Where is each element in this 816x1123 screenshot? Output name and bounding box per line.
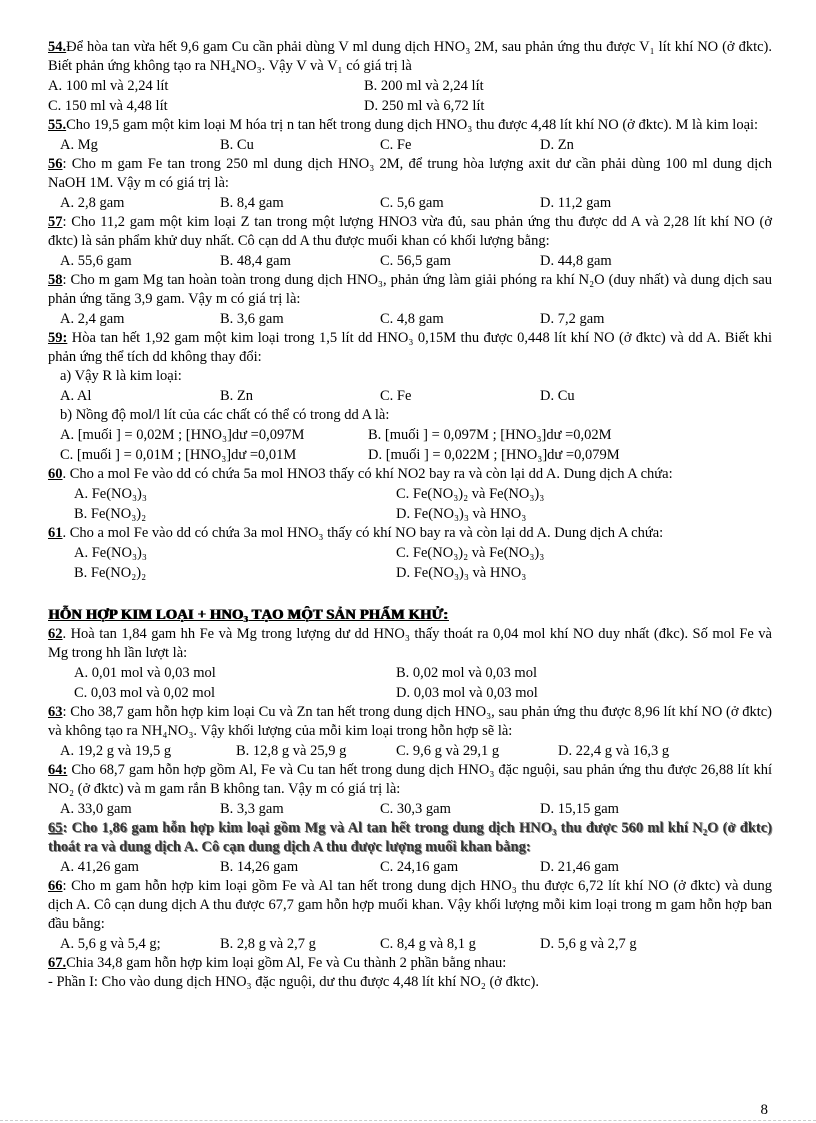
option-b: B. 48,4 gam — [220, 253, 291, 269]
option-c: C. Fe(NO₃)₂ và Fe(NO₃)₃ — [396, 486, 545, 502]
option-c: C. 5,6 gam — [380, 195, 444, 211]
options-54 — [48, 76, 772, 96]
option-a: A. 2,4 gam — [60, 311, 125, 327]
footer-divider — [0, 1120, 816, 1121]
option-d: D. 250 ml và 6,72 lít — [364, 98, 485, 114]
option-b: B. 12,8 g và 25,9 g — [236, 743, 347, 759]
option-b: B. 0,02 mol và 0,03 mol — [396, 665, 537, 681]
option-c: C. Fe — [380, 388, 412, 404]
option-d: D. 22,4 g và 16,3 g — [558, 743, 670, 759]
options-59a — [48, 386, 772, 406]
document-page — [48, 38, 772, 992]
options-59b-1 — [48, 425, 772, 445]
option-d: D. 5,6 g và 2,7 g — [540, 936, 637, 952]
option-a: A. Mg — [60, 137, 98, 153]
options-58 — [48, 309, 772, 329]
option-d: D. 44,8 gam — [540, 253, 612, 269]
option-d: D. [muối ] = 0,022M ; [HNO₃]dư =0,079M — [368, 447, 620, 463]
question-60: 60. Cho a mol Fe vào dd có chứa 5a mol HNO3 thấy có khí NO2 bay ra và còn lại dd A. Dung dịch A chứa: — [48, 466, 673, 482]
option-c: C. Fe(NO₃)₂ và Fe(NO₃)₃ — [396, 545, 545, 561]
question-56: 56: Cho m gam Fe tan trong 250 ml dung dịch HNO₃ 2M, để trung hòa lượng axit dư cần phải dùng 100 ml dung dịch NaOH 1M. Vậy m có giá trị là: — [48, 156, 772, 191]
option-d: D. 21,46 gam — [540, 859, 619, 875]
options-55 — [48, 135, 772, 155]
option-c: C. 4,8 gam — [380, 311, 444, 327]
option-b: B. 3,6 gam — [220, 311, 284, 327]
question-54: 54.Để hòa tan vừa hết 9,6 gam Cu cần phải dùng V ml dung dịch HNO₃ 2M, sau phản ứng thu được V₁ lít khí NO (ở đktc). Biết phản ứng không tạo ra NH₄NO₃. Vậy V và V₁ có giá trị là — [48, 39, 772, 74]
question-58: 58: Cho m gam Mg tan hoàn toàn trong dung dịch HNO₃, phản ứng làm giải phóng ra khí N₂O (duy nhất) và dung dịch sau phản ứng tăng 3,9 gam. Vậy m có giá trị là: — [48, 272, 772, 307]
question-57: 57: Cho 11,2 gam một kim loại Z tan trong một lượng HNO3 vừa đủ, sau phản ứng thu được dd A và 2,28 lít khí NO (ở đktc) là sản phẩm khử duy nhất. Cô cạn dd A thu được muối khan có khối lượng bằng: — [48, 214, 772, 249]
option-b: B. 2,8 g và 2,7 g — [220, 936, 316, 952]
option-a: A. 2,8 gam — [60, 195, 125, 211]
question-65: 65: Cho 1,86 gam hỗn hợp kim loại gồm Mg và Al tan hết trong dung dịch HNO₃ thu được 560 ml khí N₂O (ở đktc) thoát ra và dung dịch A. Cô cạn dung dịch A thu được lượng muối khan bằng: — [48, 820, 772, 855]
options-54b — [48, 96, 772, 116]
option-c: C. Fe — [380, 137, 412, 153]
option-a: A. [muối ] = 0,02M ; [HNO₃]dư =0,097M — [60, 427, 305, 443]
option-b: B. Cu — [220, 137, 254, 153]
option-d: D. Fe(NO₃)₃ và HNO₃ — [396, 565, 527, 581]
option-d: D. 15,15 gam — [540, 801, 619, 817]
option-b: B. 14,26 gam — [220, 859, 299, 875]
sub-question-b: b) Nồng độ mol/l lít của các chất có thể có trong dd A là: — [60, 407, 390, 423]
options-56 — [48, 193, 772, 213]
option-a: A. 55,6 gam — [60, 253, 132, 269]
question-67: 67.Chia 34,8 gam hỗn hợp kim loại gồm Al, Fe và Cu thành 2 phần bằng nhau: — [48, 955, 507, 971]
option-d: D. 11,2 gam — [540, 195, 612, 211]
option-d: D. Fe(NO₃)₃ và HNO₃ — [396, 506, 527, 522]
option-a: A. Al — [60, 388, 92, 404]
question-61: 61. Cho a mol Fe vào dd có chứa 3a mol HNO₃ thấy có khí NO bay ra và còn lại dd A. Dung dịch A chứa: — [48, 525, 664, 541]
option-a: A. 5,6 g và 5,4 g; — [60, 936, 161, 952]
option-b: B. 8,4 gam — [220, 195, 284, 211]
option-c: C. 0,03 mol và 0,02 mol — [74, 685, 215, 701]
options-64 — [48, 799, 772, 819]
question-55: 55.Cho 19,5 gam một kim loại M hóa trị n tan hết trong dung dịch HNO₃ thu được 4,48 lít khí NO (ở đktc). M là kim loại: — [48, 117, 759, 133]
question-63: 63: Cho 38,7 gam hỗn hợp kim loại Cu và Zn tan hết trong dung dịch HNO₃, sau phản ứng thu được 8,96 lít khí NO (ở đktc) và không tạo ra NH₄NO₃. Vậy khối lượng của mỗi kim loại trong hỗn hợp sẽ là: — [48, 704, 772, 739]
option-d: D. Zn — [540, 137, 574, 153]
option-a: A. 100 ml và 2,24 lít — [48, 78, 169, 94]
options-61b — [48, 563, 772, 583]
options-62a — [48, 663, 772, 683]
option-c: C. 56,5 gam — [380, 253, 451, 269]
option-b: B. 3,3 gam — [220, 801, 284, 817]
option-a: A. Fe(NO₃)₃ — [74, 486, 147, 502]
options-65 — [48, 857, 772, 877]
options-60b — [48, 504, 772, 524]
section-heading: HỖN HỢP KIM LOẠI + HNO₃ TẠO MỘT SẢN PHẨM KHỬ: — [48, 607, 448, 623]
option-b: B. Fe(NO₃)₂ — [74, 506, 147, 522]
option-c: C. 24,16 gam — [380, 859, 459, 875]
option-c: C. [muối ] = 0,01M ; [HNO₃]dư =0,01M — [60, 447, 297, 463]
option-c: C. 9,6 g và 29,1 g — [396, 743, 500, 759]
options-59b-2 — [48, 445, 772, 465]
option-a: A. 33,0 gam — [60, 801, 132, 817]
sub-question-a: a) Vậy R là kim loại: — [60, 368, 182, 384]
option-d: D. Cu — [540, 388, 575, 404]
options-57 — [48, 251, 772, 271]
options-60a — [48, 484, 772, 504]
option-b: B. Fe(NO₂)₂ — [74, 565, 147, 581]
option-a: A. Fe(NO₃)₃ — [74, 545, 147, 561]
question-62: 62. Hoà tan 1,84 gam hh Fe và Mg trong lượng dư dd HNO₃ thấy thoát ra 0,04 mol khí NO duy nhất (đkc). Số mol Fe và Mg trong hh lần lượt là: — [48, 626, 772, 661]
options-62b — [48, 683, 772, 703]
option-d: D. 0,03 mol và 0,03 mol — [396, 685, 538, 701]
option-b: B. Zn — [220, 388, 254, 404]
option-a: A. 19,2 g và 19,5 g — [60, 743, 172, 759]
options-63 — [48, 741, 772, 761]
question-64: 64: Cho 68,7 gam hỗn hợp gồm Al, Fe và Cu tan hết trong dung dịch HNO₃ đặc nguội, sau phản ứng thu được 26,88 lít khí NO₂ (ở đktc) và m gam rắn B không tan. Vậy m có giá trị là: — [48, 762, 772, 797]
option-c: C. 150 ml và 4,48 lít — [48, 98, 168, 114]
options-61a — [48, 543, 772, 563]
option-b: B. [muối ] = 0,097M ; [HNO₃]dư =0,02M — [368, 427, 612, 443]
option-c: C. 30,3 gam — [380, 801, 451, 817]
option-a: A. 41,26 gam — [60, 859, 139, 875]
option-c: C. 8,4 g và 8,1 g — [380, 936, 476, 952]
question-66: 66: Cho m gam hỗn hợp kim loại gồm Fe và Al tan hết trong dung dịch HNO₃ thu được 6,72 lít khí NO (ở đktc) và dung dịch A. Cô cạn dung dịch A thu được 67,7 gam hỗn hợp muối khan. Vậy khối lượng mỗi kim loại trong m gam hỗn hợp ban đầu bằng: — [48, 878, 772, 932]
page-number: 8 — [760, 1102, 768, 1118]
question-67-part-1: - Phần I: Cho vào dung dịch HNO₃ đặc nguội, dư thu được 4,48 lít khí NO₂ (ở đktc). — [48, 974, 540, 990]
option-b: B. 200 ml và 2,24 lít — [364, 78, 484, 94]
option-a: A. 0,01 mol và 0,03 mol — [74, 665, 216, 681]
options-66 — [48, 934, 772, 954]
question-59: 59: Hòa tan hết 1,92 gam một kim loại trong 1,5 lít dd HNO₃ 0,15M thu được 0,448 lít khí NO (ở đktc) và dd A. Biết khi phản ứng thể tích dd không thay đổi: — [48, 330, 773, 365]
option-d: D. 7,2 gam — [540, 311, 605, 327]
